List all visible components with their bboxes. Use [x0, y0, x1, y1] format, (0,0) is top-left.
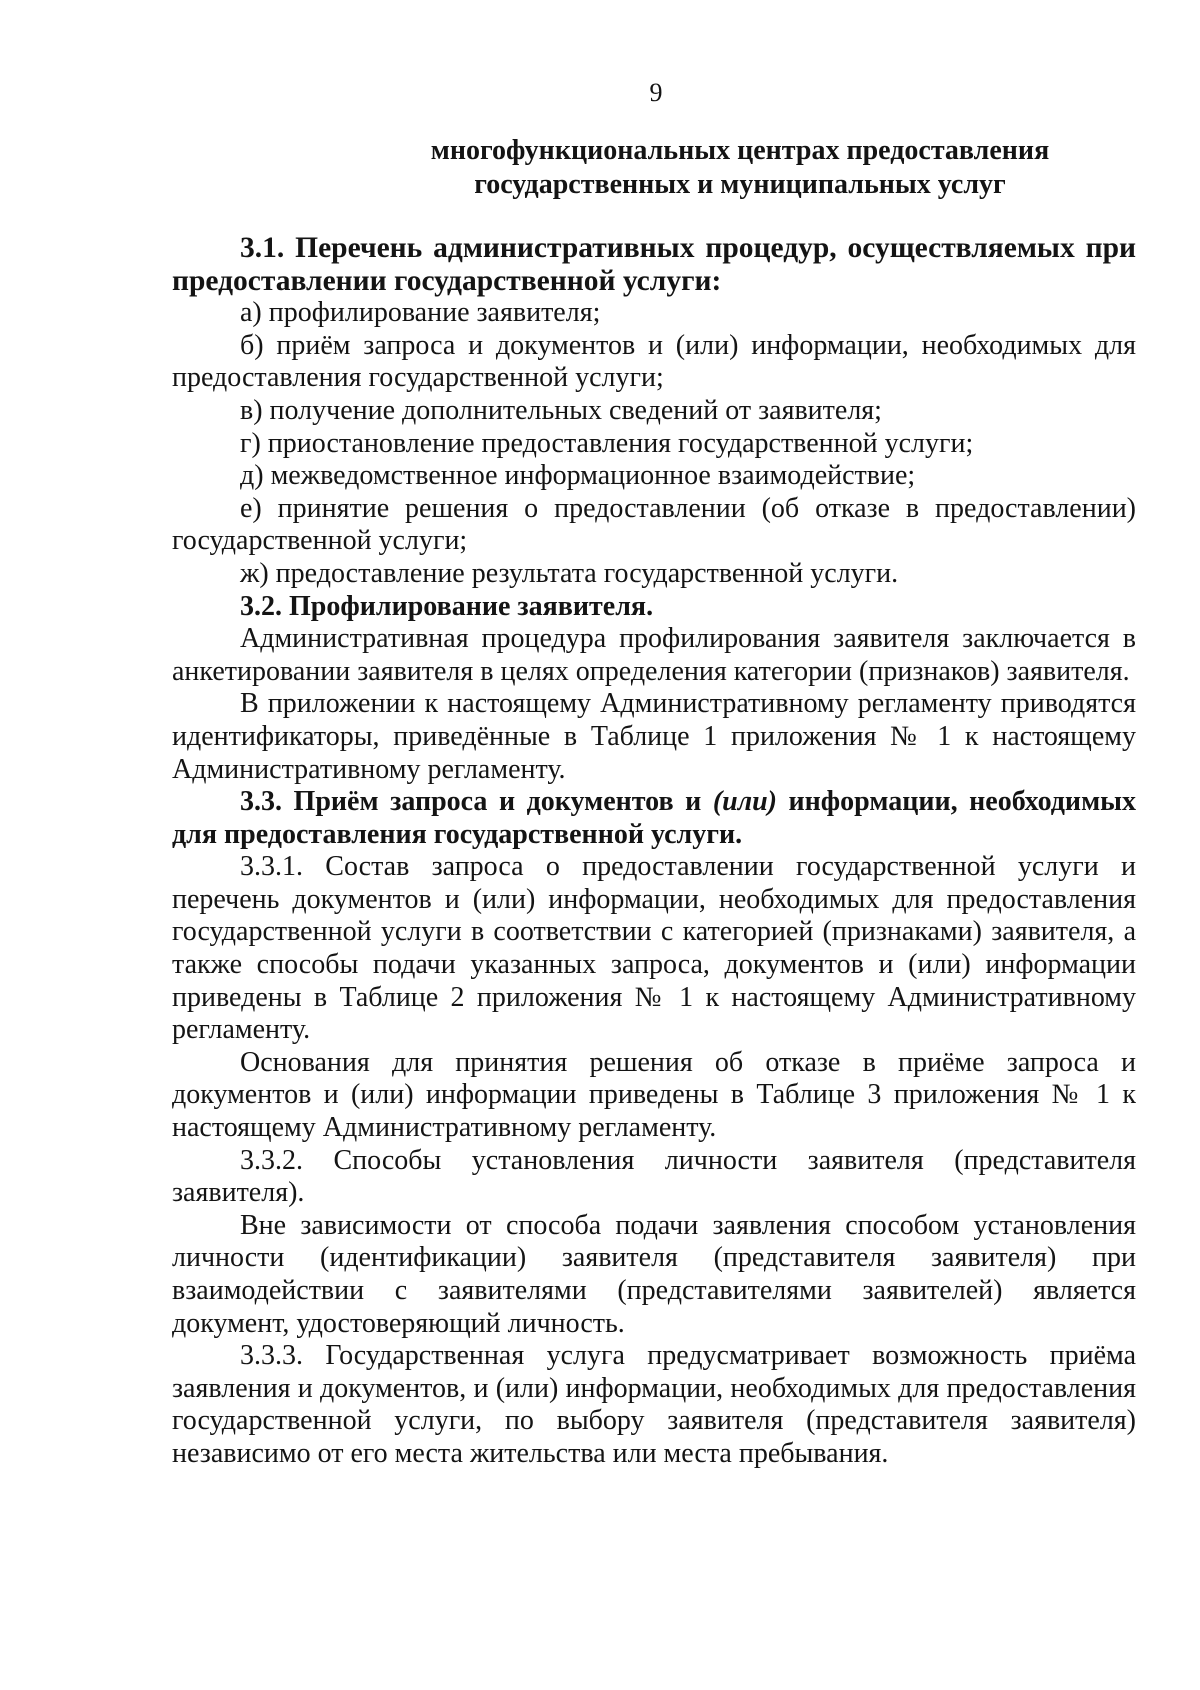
- document-body: [172, 232, 1136, 1471]
- list-item-g: г) приостановление предоставления государственной услуги;: [240, 427, 974, 459]
- list-item-e: е) принятие решения о предоставлении (об отказе в предоставлении) государственной услуги;: [172, 492, 1136, 557]
- paragraph-3-3-1-grounds: Основания для принятия решения об отказе в приёме запроса и документов и (или) информации приведены в Таблице 3 приложения № 1 к настоящему Административному регламенту.: [172, 1046, 1136, 1144]
- section-3-3-title: [172, 786, 1136, 851]
- header-line-1: многофункциональных центрах предоставления: [430, 135, 1050, 166]
- section-3-3-title-part-2: информации, необходимых для предоставления государственной услуги.: [172, 786, 1136, 850]
- list-item-v: в) получение дополнительных сведений от заявителя;: [240, 394, 882, 426]
- section-header: [400, 134, 1080, 202]
- paragraph-3-3-3: 3.3.3. Государственная услуга предусматривает возможность приёма заявления и документов, и (или) информации, необходимых для предоставления государственной услуги, по выбору заявителя (представителя заявителя) независимо от его места жительства или места пребывания.: [172, 1340, 1136, 1469]
- section-3-3-title-italic: (или): [712, 786, 777, 818]
- page-number: 9: [649, 78, 663, 107]
- paragraph-3-3-2-identity: Вне зависимости от способа подачи заявления способом установления личности (идентификации) заявителя (представителя заявителя) при взаимодействии с заявителями (представителями заявителей) является документ, удостоверяющий личность.: [172, 1209, 1136, 1339]
- section-3-2-title: 3.2. Профилирование заявителя.: [240, 590, 654, 622]
- section-3-1-title: 3.1. Перечень административных процедур, осуществляемых при предоставлении государственной услуги:: [172, 232, 1136, 297]
- section-3-2-paragraph-1: Административная процедура профилирования заявителя заключается в анкетировании заявителя в целях определения категории (признаков) заявителя.: [172, 623, 1136, 687]
- paragraph-3-3-2: 3.3.2. Способы установления личности заявителя (представителя заявителя).: [172, 1144, 1136, 1209]
- list-item-a: а) профилирование заявителя;: [240, 297, 601, 329]
- section-3-3-title-part-1: 3.3. Приём запроса и документов и: [240, 786, 713, 818]
- list-item-b: б) приём запроса и документов и (или) информации, необходимых для предоставления государственной услуги;: [172, 329, 1136, 394]
- section-3-2-paragraph-2: В приложении к настоящему Административному регламенту приводятся идентификаторы, приведённые в Таблице 1 приложения № 1 к настоящему Административному регламенту.: [172, 688, 1136, 785]
- header-line-2: государственных и муниципальных услуг: [474, 169, 1006, 200]
- list-item-d: д) межведомственное информационное взаимодействие;: [240, 460, 916, 492]
- paragraph-3-3-1: 3.3.1. Состав запроса о предоставлении государственной услуги и перечень документов и (или) информации, необходимых для предоставления государственной услуги в соответствии с категорией (признаками) заявителя, а также способы подачи указанных запроса, документов и (или) информации приведены в Таблице 2 приложения № 1 к настоящему Административному регламенту.: [172, 851, 1136, 1046]
- list-item-zh: ж) предоставление результата государственной услуги.: [240, 557, 899, 589]
